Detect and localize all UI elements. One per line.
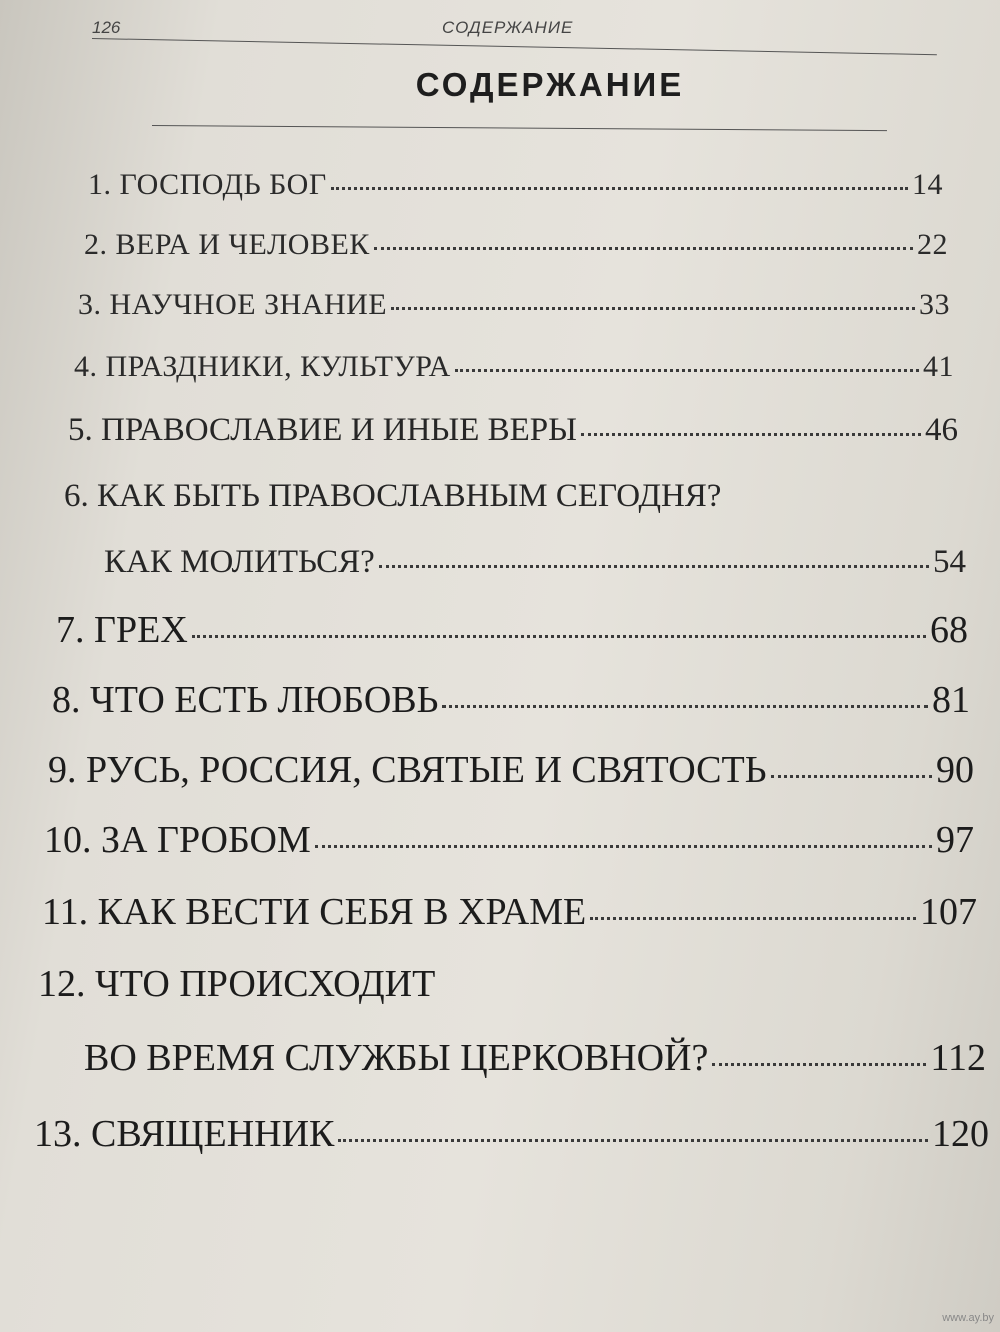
running-header-section: СОДЕРЖАНИЕ (442, 18, 574, 37)
toc-entry-page: 33 (919, 288, 950, 321)
toc-entry (56, 608, 968, 652)
toc-entry-label: 9. РУСЬ, РОССИЯ, СВЯТЫЕ И СВЯТОСТЬ (48, 749, 767, 791)
toc-entry-label: 7. ГРЕХ (56, 609, 188, 651)
page-number: 126 (92, 18, 121, 37)
watermark: www.ay.by (942, 1312, 994, 1324)
toc-entry-page: 22 (917, 228, 948, 261)
toc-entry (34, 1112, 989, 1156)
dot-leader (315, 845, 932, 848)
dot-leader (581, 433, 921, 436)
toc-entry-continuation (104, 544, 966, 581)
toc-entry (64, 478, 964, 515)
dot-leader (338, 1139, 928, 1142)
dot-leader (192, 635, 926, 638)
toc-entry-page: 97 (936, 819, 974, 861)
toc-entry-page: 41 (923, 350, 954, 383)
dot-leader (331, 187, 908, 190)
toc-entry-label: 4. ПРАЗДНИКИ, КУЛЬТУРА (74, 350, 451, 383)
toc-entry-label: 2. ВЕРА И ЧЕЛОВЕК (84, 228, 370, 261)
toc-entry-label: 11. КАК ВЕСТИ СЕБЯ В ХРАМЕ (42, 891, 587, 933)
toc-entry (52, 678, 970, 722)
dot-leader (391, 307, 915, 310)
toc-entry-page: 54 (933, 544, 966, 580)
toc-entry-page: 112 (930, 1037, 986, 1079)
dot-leader (379, 565, 929, 568)
toc-entry-page: 46 (925, 412, 958, 448)
toc-entry-label: 3. НАУЧНОЕ ЗНАНИЕ (78, 288, 388, 321)
toc-entry (74, 350, 954, 384)
dot-leader (442, 705, 928, 708)
toc-entry-continuation (84, 1036, 986, 1080)
toc-entry (42, 890, 977, 934)
toc-entry-label: КАК МОЛИТЬСЯ? (104, 544, 375, 580)
toc-entry-label: ВО ВРЕМЯ СЛУЖБЫ ЦЕРКОВНОЙ? (84, 1037, 709, 1079)
toc-entry-page: 120 (932, 1113, 989, 1155)
toc-entry-label: 1. ГОСПОДЬ БОГ (88, 168, 327, 201)
toc-entry (84, 228, 948, 262)
toc-entry-label: 10. ЗА ГРОБОМ (44, 819, 311, 861)
toc-entry (44, 818, 974, 862)
page-title: СОДЕРЖАНИЕ (415, 66, 685, 103)
toc-entry (38, 962, 978, 1006)
toc-entry (68, 412, 958, 449)
toc-entry-label: 13. СВЯЩЕННИК (34, 1113, 335, 1155)
dot-leader (590, 917, 916, 920)
toc-entry-page: 68 (930, 609, 968, 651)
dot-leader (455, 369, 919, 372)
toc-entry-label: 8. ЧТО ЕСТЬ ЛЮБОВЬ (52, 679, 439, 721)
toc-entry-page: 14 (912, 168, 943, 201)
dot-leader (771, 775, 932, 778)
toc-entry (48, 748, 974, 792)
toc-entry (88, 168, 943, 202)
toc-entry-label: 6. КАК БЫТЬ ПРАВОСЛАВНЫМ СЕГОДНЯ? (64, 478, 722, 514)
dot-leader (374, 247, 913, 250)
toc-entry-page: 107 (920, 891, 977, 933)
toc-entry-label: 12. ЧТО ПРОИСХОДИТ (38, 963, 436, 1005)
toc-entry-label: 5. ПРАВОСЛАВИЕ И ИНЫЕ ВЕРЫ (68, 412, 577, 448)
toc-entry (78, 288, 950, 322)
toc-entry-page: 81 (932, 679, 970, 721)
dot-leader (712, 1063, 926, 1066)
toc-entry-page: 90 (936, 749, 974, 791)
